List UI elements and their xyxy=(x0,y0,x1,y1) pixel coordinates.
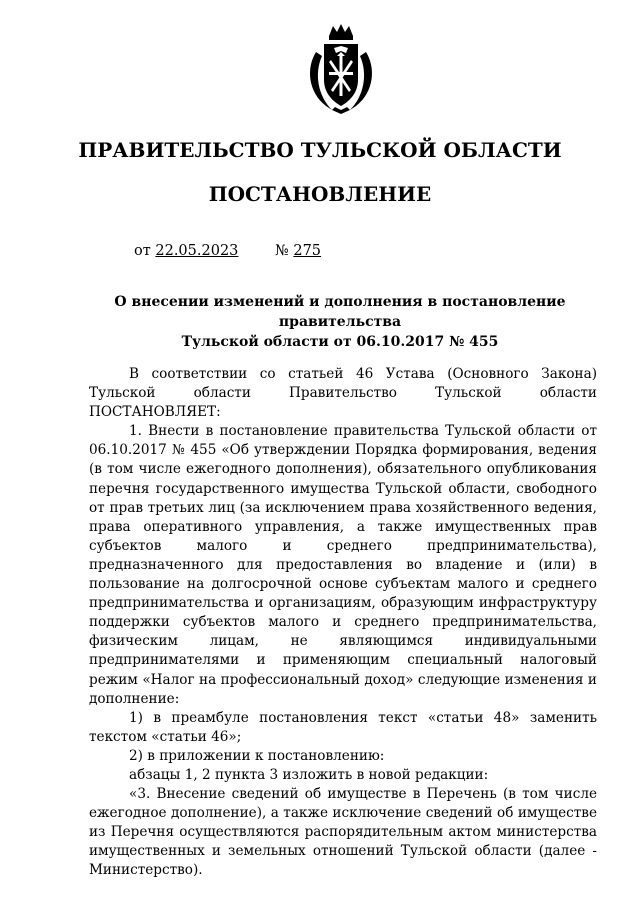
document-type: ПОСТАНОВЛЕНИЕ xyxy=(208,182,432,206)
document-body xyxy=(89,365,597,881)
paragraph-clause: абзацы 1, 2 пункта 3 изложить в новой редакции: xyxy=(129,766,489,783)
date-prefix: от xyxy=(134,243,151,259)
paragraph-subitem-1: 1) в преамбуле постановления текст «статьи 48» заменить текстом «статьи 46»; xyxy=(89,709,597,745)
subject-line-2: Тульской области от 06.10.2017 № 455 xyxy=(181,334,499,350)
paragraph-subitem-2: 2) в приложении к постановлению: xyxy=(129,747,385,764)
subject-line-1: О внесении изменений и дополнения в постановление правительства xyxy=(114,294,566,330)
paragraph-item-1: 1. Внести в постановление правительства Тульской области от 06.10.2017 № 455 «Об утверждении Порядка формирования, ведения (в том числе ежегодного дополнения), обязательного опубликования перечня государственного имущества Тульской области, свободного от прав третьих лиц (за исключением права хозяйственного ведения, права оперативного управления, а также имущественных прав субъектов малого и среднего предпринимательства), предназначенного для предоставления во владение и (или) в пользование на долгосрочной основе субъектам малого и среднего предпринимательства и организациям, образующим инфраструктуру поддержки субъектов малого и среднего предпринимательства, физическим лицам, не являющимся индивидуальными предпринимателями и применяющим специальный налоговый режим «Налог на профессиональный доход» следующие изменения и дополнение: xyxy=(89,423,597,707)
paragraph-new-text: «3. Внесение сведений об имуществе в Перечень (в том числе ежегодное дополнение), а также исключение сведений об имуществе из Перечня осуществляются распорядительным актом министерства имущественных и земельных отношений Тульской области (далее - Министерство). xyxy=(89,786,597,879)
number-prefix: № xyxy=(275,243,289,259)
date-line xyxy=(134,243,238,259)
government-title: ПРАВИТЕЛЬСТВО ТУЛЬСКОЙ ОБЛАСТИ xyxy=(78,138,562,162)
paragraph-preamble: В соответствии со статьей 46 Устава (Основного Закона) Тульской области Правительство Тульской области ПОСТАНОВЛЯЕТ: xyxy=(89,366,597,421)
document-subject xyxy=(70,292,610,352)
coat-of-arms-icon xyxy=(302,22,380,116)
number-line xyxy=(275,243,321,259)
document-number: 275 xyxy=(293,243,322,259)
document-date: 22.05.2023 xyxy=(155,243,239,259)
